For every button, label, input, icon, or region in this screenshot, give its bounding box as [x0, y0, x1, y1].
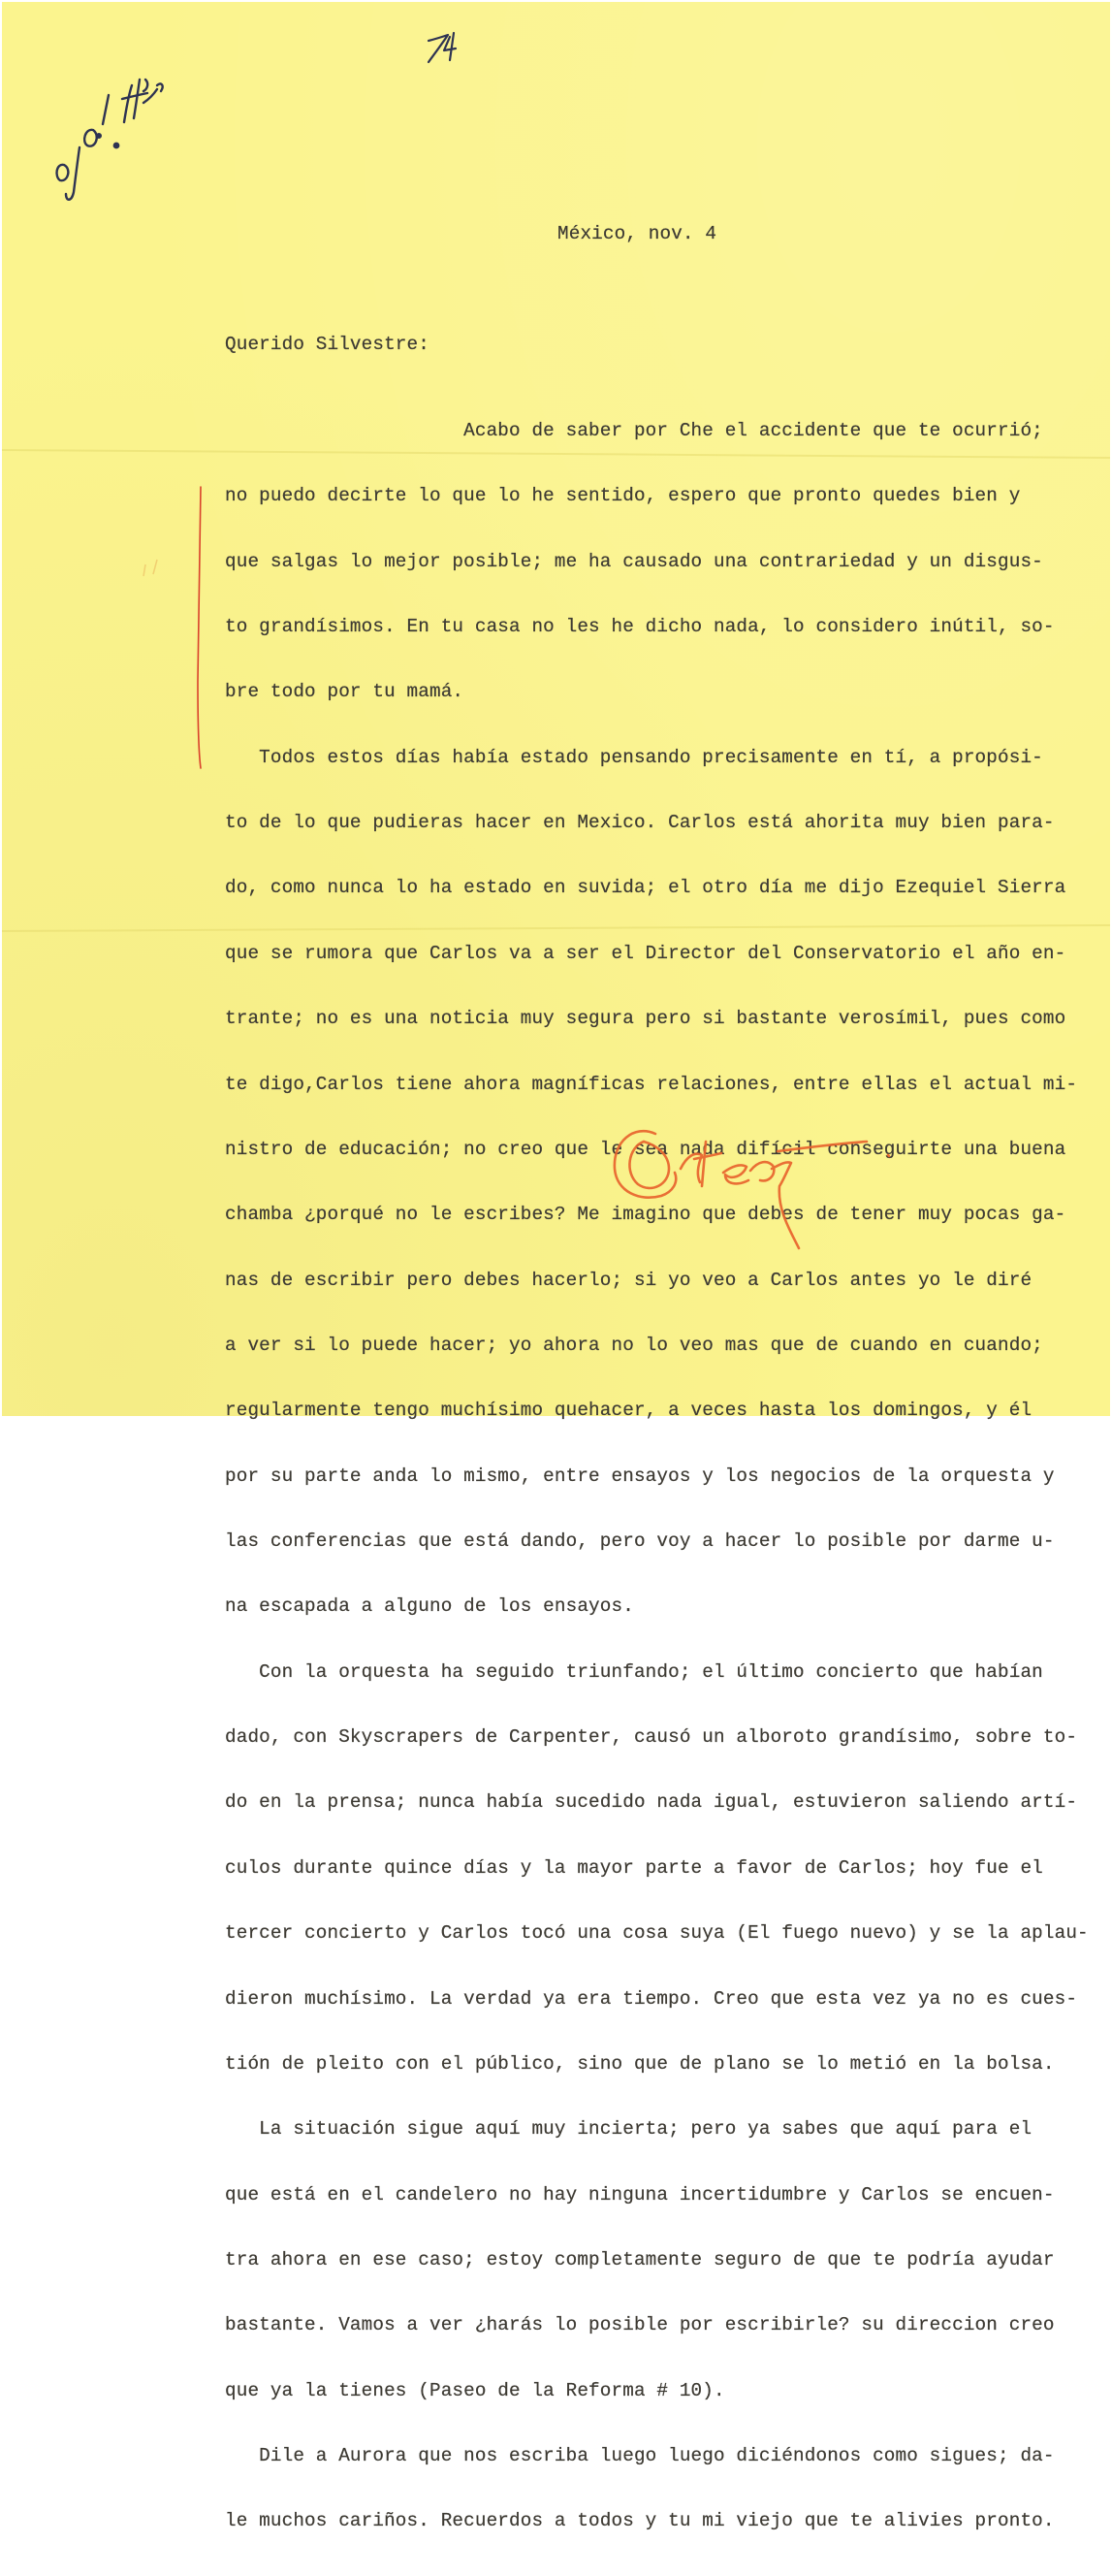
letter-line: Con la orquesta ha seguido triunfando; el último concierto que habían: [225, 1660, 1043, 1683]
letter-line: las conferencias que está dando, pero voy a hacer lo posible por darme u-: [225, 1530, 1055, 1553]
letter-line: La situación sigue aquí muy incierta; pero ya sabes que aquí para el: [225, 2118, 1033, 2141]
letter-line: a ver si lo puede hacer; yo ahora no lo veo mas que de cuando en cuando;: [225, 1334, 1043, 1356]
letter-line: na escapada a alguno de los ensayos.: [225, 1595, 634, 1618]
letter-line: do en la prensa; nunca había sucedido nada igual, estuvieron saliendo artí-: [225, 1791, 1078, 1814]
letter-page: [2, 2, 1110, 2532]
letter-line: tercer concierto y Carlos tocó una cosa suya (El fuego nuevo) y se la aplau-: [225, 1922, 1089, 1945]
letter-line: nas de escribir pero debes hacerlo; si yo veo a Carlos antes yo le diré: [225, 1269, 1033, 1291]
letter-line: tra ahora en ese caso; estoy completamente seguro de que te podría ayudar: [225, 2248, 1055, 2270]
letter-line: que se rumora que Carlos va a ser el Director del Conservatorio el año en-: [225, 942, 1066, 964]
letter-line: to de lo que pudieras hacer en Mexico. Carlos está ahorita muy bien para-: [225, 812, 1055, 834]
letter-line: le muchos cariños. Recuerdos a todos y tu mi viejo que te alivies pronto.: [225, 2510, 1055, 2532]
letter-salutation: Querido Silvestre:: [225, 334, 429, 355]
letter-dateline: México, nov. 4: [557, 223, 717, 244]
letter-line: Dile a Aurora que nos escriba luego luego diciéndonos como sigues; da-: [225, 2445, 1055, 2467]
letter-line: to grandísimos. En tu casa no les he dicho nada, lo considero inútil, so-: [225, 615, 1055, 637]
letter-line: que está en el candelero no hay ninguna incertidumbre y Carlos se encuen-: [225, 2183, 1055, 2206]
letter-line: culos durante quince días y la mayor parte a favor de Carlos; hoy fue el: [225, 1856, 1043, 1879]
letter-line: bastante. Vamos a ver ¿harás lo posible por escribirle? su direccion creo: [225, 2314, 1055, 2336]
letter-line: te digo,Carlos tiene ahora magníficas relaciones, entre ellas el actual mi-: [225, 1073, 1078, 1095]
letter-line: do, como nunca lo ha estado en suvida; el otro día me dijo Ezequiel Sierra: [225, 877, 1066, 899]
signature-drawing: [605, 1112, 896, 1253]
handwritten-signature: [605, 1112, 896, 1253]
letter-line: nistro de educación; no creo que le sea nada difícil conseguirte una buena: [225, 1138, 1066, 1160]
letter-line: trante; no es una noticia muy segura pero si bastante verosímil, pues como: [225, 1008, 1066, 1030]
letter-line: que salgas lo mejor posible; me ha causado una contrariedad y un disgus-: [225, 550, 1043, 572]
letter-line: que ya la tienes (Paseo de la Reforma # 10).: [225, 2379, 725, 2401]
letter-line: Acabo de saber por Che el accidente que te ocurrió;: [225, 419, 1043, 441]
letter-line: bre todo por tu mamá.: [225, 681, 464, 703]
letter-line: dado, con Skyscrapers de Carpenter, causó un alboroto grandísimo, sobre to-: [225, 1726, 1078, 1749]
letter-line: regularmente tengo muchísimo quehacer, a veces hasta los domingos, y él: [225, 1400, 1033, 1422]
letter-line: por su parte anda lo mismo, entre ensayos y los negocios de la orquesta y: [225, 1465, 1055, 1487]
letter-line: Todos estos días había estado pensando precisamente en tí, a propósi-: [225, 746, 1043, 768]
letter-line: dieron muchísimo. La verdad ya era tiempo. Creo que esta vez ya no es cues-: [225, 1987, 1078, 2010]
letter-line: chamba ¿porqué no le escribes? Me imagino que debes de tener muy pocas ga-: [225, 1204, 1066, 1226]
letter-body: [225, 376, 1089, 2576]
letter-line: tión de pleito con el público, sino que de plano se lo metió en la bolsa.: [225, 2052, 1055, 2075]
letter-line: no puedo decirte lo que lo he sentido, espero que pronto quedes bien y: [225, 485, 1021, 507]
